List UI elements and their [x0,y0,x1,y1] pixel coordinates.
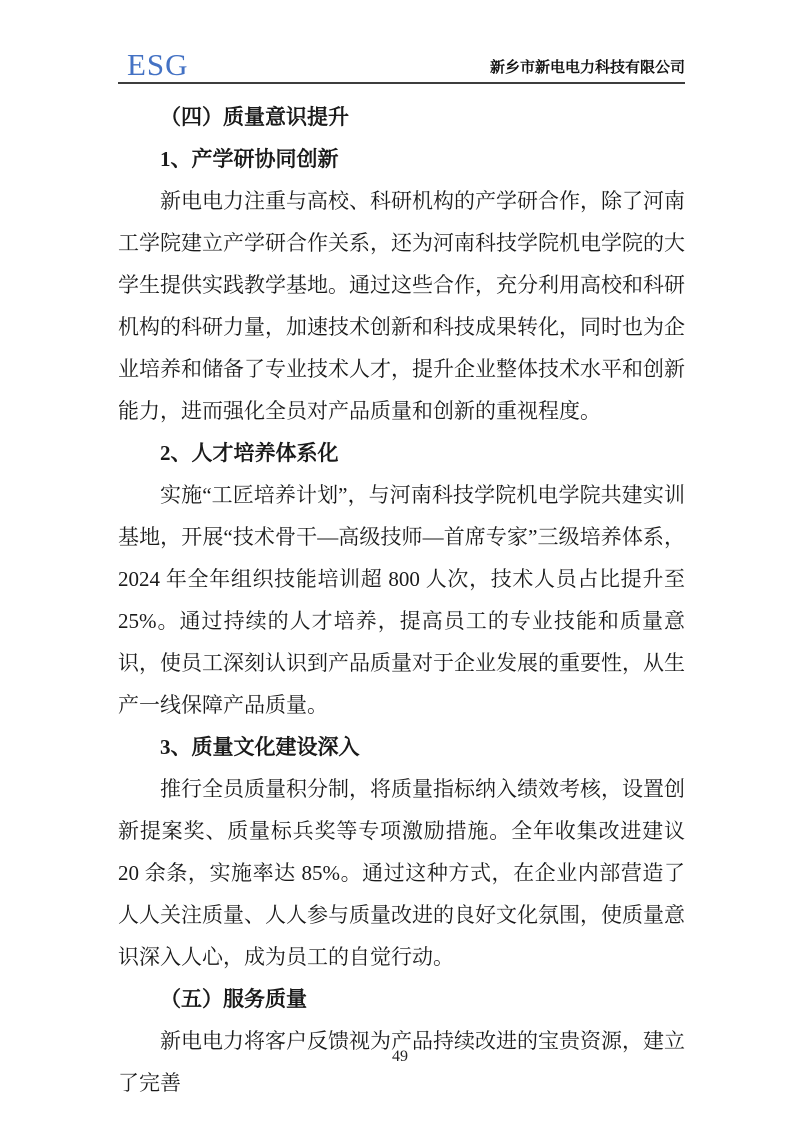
page-footer [0,1048,800,1066]
page-number: 49 [392,1048,408,1065]
section-heading-service-quality: （五）服务质量 [160,987,307,1011]
esg-logo: ESG [127,47,189,82]
subsection-heading-quality-culture: 3、质量文化建设深入 [160,735,360,759]
paragraph-industry-academia: 新电电力注重与高校、科研机构的产学研合作，除了河南工学院建立产学研合作关系，还为河南科技学院机电学院的大学生提供实践教学基地。通过这些合作，充分利用高校和科研机构的科研力量，加速技术创新和科技成果转化，同时也为企业培养和储备了专业技术人才，提升企业整体技术水平和创新能力，进而强化全员对产品质量和创新的重视程度。 [118,189,685,423]
subsection-heading-talent-training: 2、人才培养体系化 [160,441,339,465]
paragraph-service-quality: 新电电力将客户反馈视为产品持续改进的宝贵资源，建立了完善 [118,1029,685,1095]
paragraph-talent-training: 实施“工匠培养计划”，与河南科技学院机电学院共建实训基地，开展“技术骨干—高级技师—首席专家”三级培养体系，2024 年全年组织技能培训超 800 人次，技术人员占比提升至 25%。通过持续的人才培养，提高员工的专业技能和质量意识，使员工深刻认识到产品质量对于企业发展的重要性，从生产一线保障产品质量。 [118,483,685,717]
paragraph-quality-culture: 推行全员质量积分制，将质量指标纳入绩效考核，设置创新提案奖、质量标兵奖等专项激励措施。全年收集改进建议 20 余条，实施率达 85%。通过这种方式，在企业内部营造了人人关注质量、人人参与质量改进的良好文化氛围，使质量意识深入人心，成为员工的自觉行动。 [118,777,685,969]
subsection-heading-industry-academia: 1、产学研协同创新 [160,147,339,171]
document-body [118,96,685,1104]
company-name: 新乡市新电电力科技有限公司 [489,60,685,76]
page-header [118,48,685,84]
section-heading-quality-awareness: （四）质量意识提升 [160,105,349,129]
